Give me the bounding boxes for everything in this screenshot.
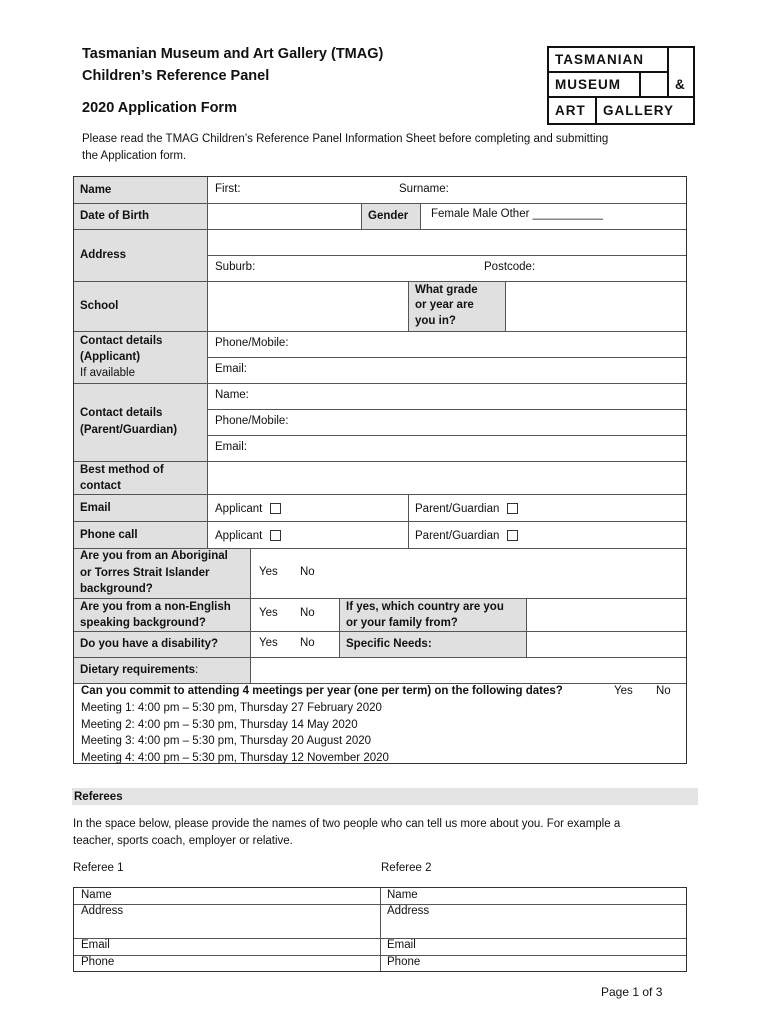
phone-method-label: Phone call (74, 521, 208, 548)
aboriginal-no[interactable]: No (300, 566, 315, 578)
contact-applicant-line-1: Contact details (80, 335, 163, 347)
email-applicant-text: Applicant (215, 503, 263, 515)
address-label: Address (74, 229, 208, 281)
phone-applicant-text: Applicant (215, 530, 263, 542)
phone-parent-text: Parent/Guardian (415, 530, 500, 542)
title-line-1: Tasmanian Museum and Art Gallery (TMAG) (82, 46, 384, 62)
application-form-table (73, 176, 687, 764)
referee-1-phone[interactable]: Phone (81, 956, 115, 968)
school-label: School (74, 281, 208, 331)
form-title: 2020 Application Form (82, 100, 237, 116)
best-method-line-2: contact (80, 479, 121, 492)
tmag-logo (547, 46, 695, 125)
contact-applicant-line-2: (Applicant) (80, 351, 141, 363)
meeting-3: Meeting 3: 4:00 pm – 5:30 pm, Thursday 20 August 2020 (81, 735, 372, 747)
grade-line-1: What grade (415, 283, 478, 296)
country-field[interactable] (530, 598, 683, 631)
contact-parent-line-1: Contact details (80, 407, 163, 419)
country-label (339, 598, 527, 631)
contact-parent-label (74, 383, 208, 461)
dietary-label-text: Dietary requirements (80, 664, 196, 676)
meeting-2: Meeting 2: 4:00 pm – 5:30 pm, Thursday 14 May 2020 (81, 718, 358, 731)
email-applicant-option[interactable] (215, 503, 281, 515)
phone-applicant-option[interactable] (215, 530, 281, 542)
logo-art: ART (549, 98, 597, 123)
logo-tasmanian: TASMANIAN (549, 48, 669, 73)
page-number: Page 1 of 3 (601, 985, 663, 999)
email-parent-text: Parent/Guardian (415, 503, 500, 515)
logo-museum: MUSEUM (549, 73, 641, 98)
nes-no[interactable]: No (300, 607, 315, 619)
phone-applicant-checkbox[interactable] (270, 530, 281, 541)
disability-no[interactable]: No (300, 637, 315, 649)
specific-needs-label: Specific Needs: (339, 631, 527, 657)
phone-parent-checkbox[interactable] (507, 530, 518, 541)
referee-1-address[interactable]: Address (81, 905, 124, 917)
logo-gallery: GALLERY (603, 103, 674, 118)
meeting-4: Meeting 4: 4:00 pm – 5:30 pm, Thursday 12 November 2020 (81, 751, 389, 764)
postcode-field[interactable]: Postcode: (484, 261, 536, 273)
grade-field[interactable] (509, 281, 683, 331)
referee-2-phone[interactable]: Phone (387, 956, 421, 968)
referee-2-heading: Referee 2 (381, 862, 432, 874)
aboriginal-line-1: Are you from an Aboriginal (80, 550, 228, 563)
referees-intro-line-2: teacher, sports coach, employer or relative. (73, 835, 293, 847)
name-label: Name (74, 177, 208, 203)
intro-line-2: the Application form. (82, 150, 187, 162)
dietary-field[interactable] (256, 657, 684, 683)
country-line-2: or your family from? (346, 616, 458, 629)
aboriginal-line-2: or Torres Strait Islander (80, 566, 210, 579)
best-method-label (74, 461, 208, 494)
commit-yes[interactable]: Yes (614, 685, 633, 697)
nes-yes[interactable]: Yes (259, 607, 278, 619)
gender-options[interactable]: Female Male Other ___________ (431, 208, 603, 220)
country-line-1: If yes, which country are you (346, 600, 504, 613)
dob-label: Date of Birth (74, 203, 208, 229)
referee-2-name[interactable]: Name (387, 889, 418, 901)
aboriginal-label (74, 548, 251, 598)
meeting-1: Meeting 1: 4:00 pm – 5:30 pm, Thursday 27 February 2020 (81, 702, 382, 714)
disability-label: Do you have a disability? (74, 631, 251, 657)
contact-parent-line-2: (Parent/Guardian) (80, 424, 178, 436)
referee-1-heading: Referee 1 (73, 862, 124, 874)
surname-field[interactable]: Surname: (399, 183, 449, 195)
logo-blank (641, 73, 669, 98)
title-line-2: Children’s Reference Panel (82, 68, 270, 84)
best-method-field[interactable] (213, 461, 683, 494)
email-applicant-checkbox[interactable] (270, 503, 281, 514)
commit-question: Can you commit to attending 4 meetings per year (one per term) on the following dates? (81, 685, 563, 697)
applicant-email-field[interactable]: Email: (215, 363, 247, 375)
referees-table (73, 887, 687, 972)
nes-line-2: speaking background? (80, 616, 206, 629)
referees-intro-line-1: In the space below, please provide the names of two people who can tell us more about you. For example a (73, 818, 621, 830)
applicant-phone-field[interactable]: Phone/Mobile: (215, 337, 289, 349)
referee-1-email[interactable]: Email (81, 939, 110, 951)
phone-parent-option[interactable] (415, 530, 518, 542)
meeting-list (81, 700, 389, 766)
referee-1-name[interactable]: Name (81, 889, 112, 901)
grade-line-2: or year are (415, 299, 474, 312)
parent-email-field[interactable]: Email: (215, 441, 247, 453)
referee-2-address[interactable]: Address (387, 905, 430, 917)
contact-applicant-label (74, 331, 208, 383)
referee-2-email[interactable]: Email (387, 939, 416, 951)
dob-field[interactable] (213, 177, 359, 203)
email-parent-option[interactable] (415, 503, 518, 515)
parent-name-field[interactable]: Name: (215, 389, 249, 401)
best-method-line-1: Best method of (80, 463, 164, 476)
nes-line-1: Are you from a non-English (80, 600, 231, 613)
commit-no[interactable]: No (656, 685, 671, 697)
nes-label (74, 598, 251, 631)
dietary-colon: : (195, 664, 199, 676)
email-parent-checkbox[interactable] (507, 503, 518, 514)
school-field[interactable] (213, 281, 405, 331)
parent-phone-field[interactable]: Phone/Mobile: (215, 415, 289, 427)
referees-heading: Referees (72, 788, 698, 805)
specific-needs-field[interactable] (530, 631, 683, 657)
aboriginal-yes[interactable]: Yes (259, 566, 278, 578)
first-name-field[interactable]: First: (215, 183, 241, 195)
email-method-label: Email (74, 494, 208, 521)
intro-line-1: Please read the TMAG Children’s Reference Panel Information Sheet before completing and submitting (82, 133, 609, 145)
gender-label: Gender (361, 203, 421, 229)
contact-applicant-line-3: If available (80, 367, 135, 379)
dietary-label (74, 657, 251, 683)
address-field[interactable] (213, 229, 683, 255)
suburb-field[interactable]: Suburb: (215, 261, 256, 273)
grade-label (408, 281, 506, 331)
aboriginal-line-3: background? (80, 583, 153, 596)
grade-line-3: you in? (415, 314, 456, 327)
logo-ampersand: & (669, 73, 695, 98)
disability-yes[interactable]: Yes (259, 637, 278, 649)
